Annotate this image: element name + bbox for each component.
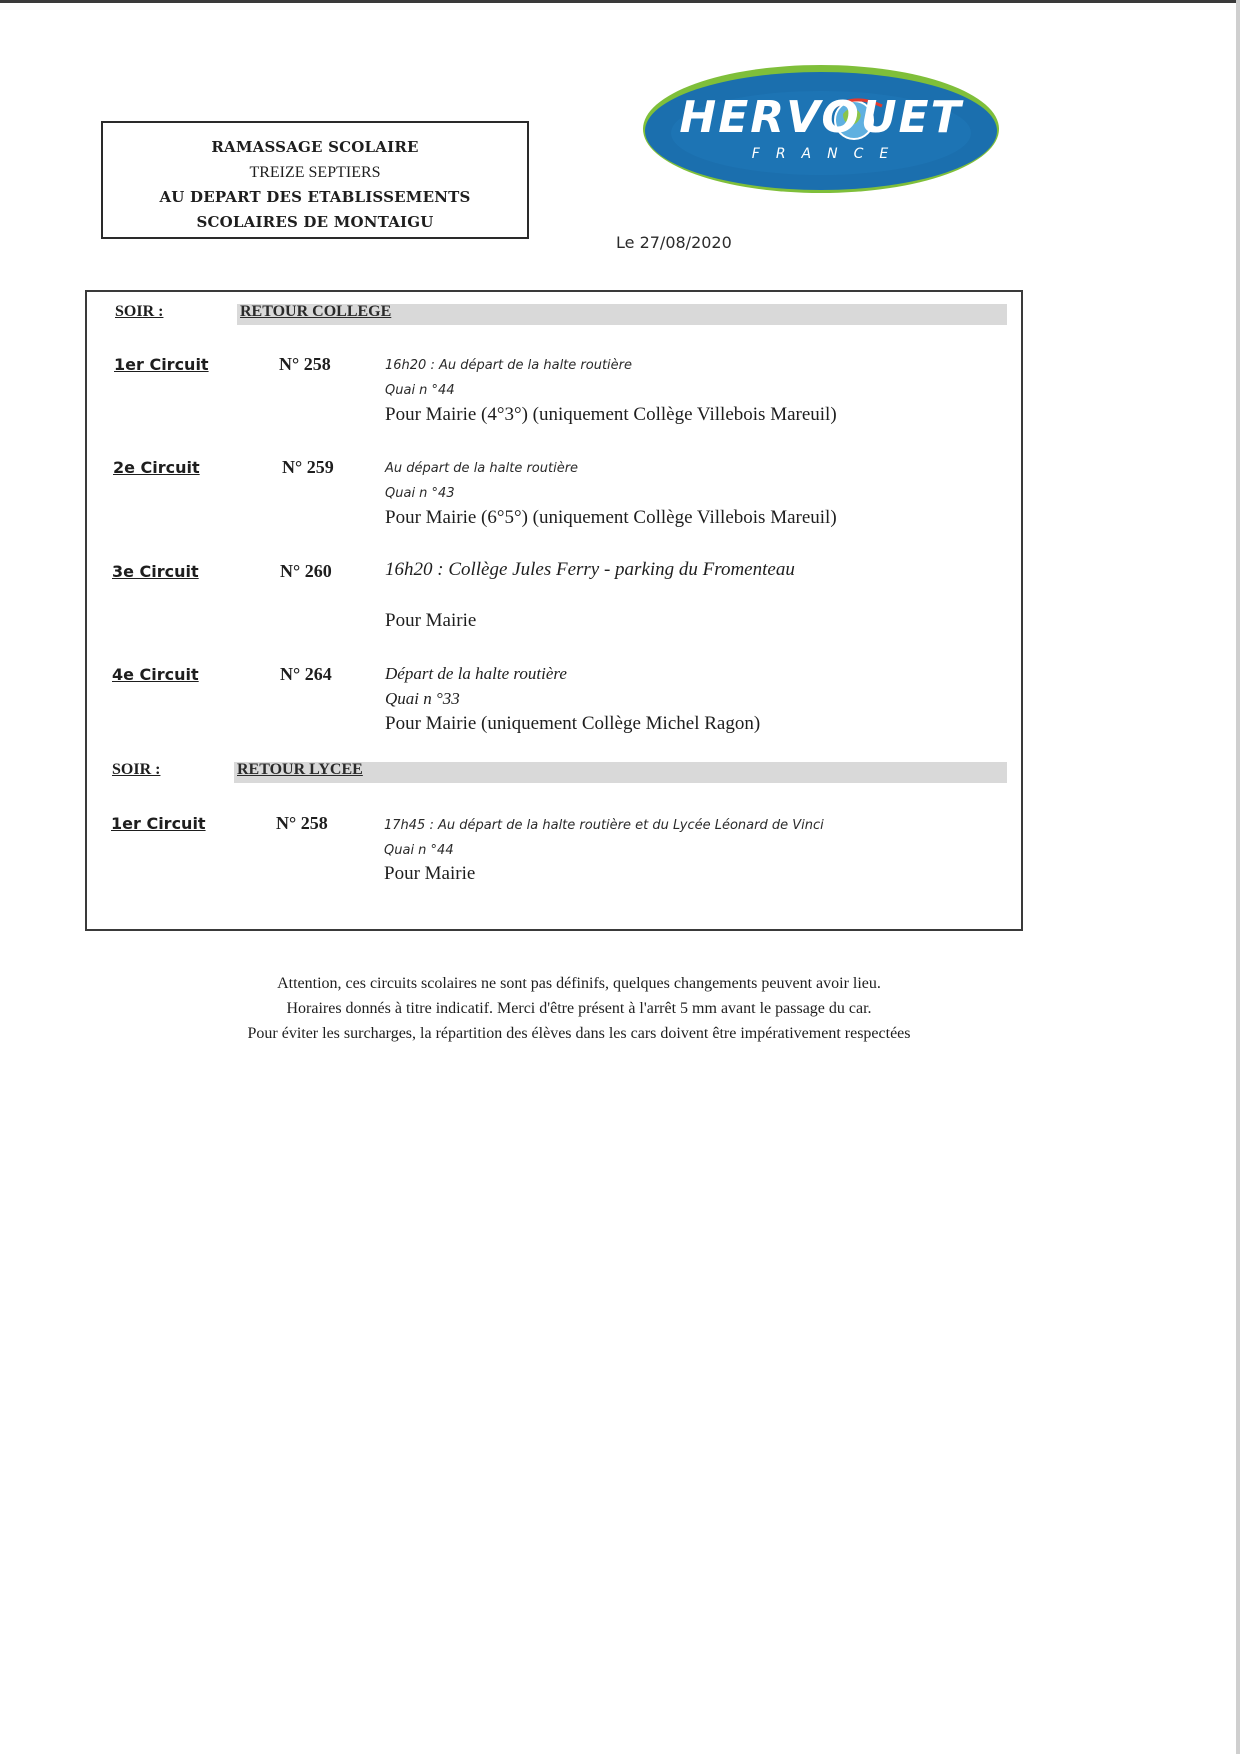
circuit-departure: Départ de la halte routière — [385, 664, 567, 683]
notice — [120, 971, 1038, 1046]
notice-line-1: Attention, ces circuits scolaires ne sont pas définifs, quelques changements peuvent avoir lieu. — [277, 975, 881, 992]
circuit-quai: Quai n °43 — [385, 486, 455, 501]
circuit-destination: Pour Mairie — [384, 863, 476, 884]
title-line-3: AU DEPART DES ETABLISSEMENTS — [159, 188, 471, 206]
circuit-number: N° 259 — [282, 457, 334, 477]
circuit-number: N° 258 — [276, 813, 328, 833]
title-box — [101, 121, 529, 239]
document-date: Le 27/08/2020 — [616, 233, 732, 252]
circuit-destination: Pour Mairie (4°3°) (uniquement Collège Villebois Mareuil) — [385, 404, 837, 425]
circuit-departure: 17h45 : Au départ de la halte routière et du Lycée Léonard de Vinci — [384, 818, 824, 833]
title-line-1: RAMASSAGE SCOLAIRE — [211, 138, 419, 156]
section-label-lycee: SOIR : — [112, 761, 161, 778]
circuit-destination: Pour Mairie — [385, 610, 477, 631]
title-line-2: TREIZE SEPTIERS — [249, 164, 381, 181]
circuit-name: 4e Circuit — [112, 665, 199, 684]
section-title-college: RETOUR COLLEGE — [240, 303, 392, 320]
circuit-quai: Quai n °44 — [385, 383, 455, 398]
logo-country: FRANCE — [751, 146, 905, 162]
title-line-4: SCOLAIRES DE MONTAIGU — [196, 213, 434, 231]
circuit-name: 2e Circuit — [113, 458, 200, 477]
circuit-number: N° 258 — [279, 354, 331, 374]
notice-line-2: Horaires donnés à titre indicatif. Merci d'être présent à l'arrêt 5 mm avant le passage du car. — [286, 1000, 872, 1017]
circuit-number: N° 264 — [280, 664, 332, 684]
circuit-quai: Quai n °44 — [384, 843, 454, 858]
circuit-departure: 16h20 : Au départ de la halte routière — [385, 358, 632, 373]
circuit-destination: Pour Mairie (uniquement Collège Michel Ragon) — [385, 713, 761, 734]
circuit-quai: Quai n °33 — [385, 689, 460, 708]
scan-edge-top — [0, 0, 1240, 3]
circuit-name: 3e Circuit — [112, 562, 199, 581]
logo-name: HERVOUET — [679, 92, 963, 143]
section-label-college: SOIR : — [115, 303, 164, 320]
circuit-destination: Pour Mairie (6°5°) (uniquement Collège Villebois Mareuil) — [385, 507, 837, 528]
circuit-name: 1er Circuit — [114, 355, 209, 374]
circuit-name: 1er Circuit — [111, 814, 206, 833]
schedule-box — [85, 290, 1023, 931]
section-title-lycee: RETOUR LYCEE — [237, 761, 363, 778]
circuit-departure: 16h20 : Collège Jules Ferry - parking du Fromenteau — [385, 559, 795, 580]
hervouet-logo — [640, 62, 1002, 196]
circuit-departure: Au départ de la halte routière — [385, 461, 579, 476]
circuit-number: N° 260 — [280, 561, 332, 581]
scan-edge-right — [1236, 0, 1240, 1754]
notice-line-3: Pour éviter les surcharges, la répartition des élèves dans les cars doivent être impérativement respectées — [247, 1025, 911, 1042]
